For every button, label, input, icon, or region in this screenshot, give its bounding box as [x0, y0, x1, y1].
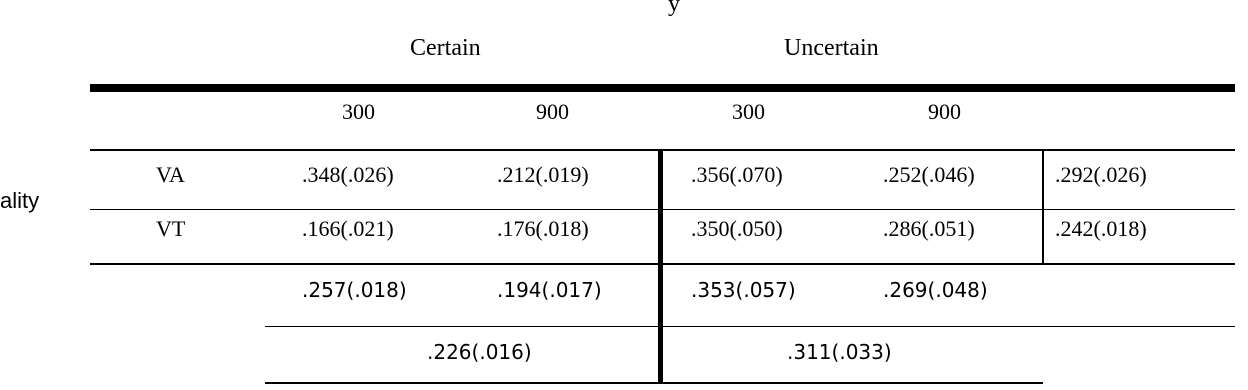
- marginal-rule: [265, 326, 1235, 327]
- col-marginal-uncertain-900: .269(.048): [883, 278, 988, 302]
- row-label-vt: VT: [156, 216, 186, 241]
- marginal-va: .292(.026): [1055, 162, 1147, 187]
- level-header-uncertain-300: 300: [732, 99, 765, 124]
- cell-vt-certain-900: .176(.018): [497, 216, 589, 241]
- cell-va-certain-900: .212(.019): [497, 162, 589, 187]
- col-marginal-certain-900: .194(.017): [497, 278, 602, 302]
- group-marginal-certain: .226(.016): [427, 340, 532, 364]
- partial-heading: y: [668, 0, 680, 17]
- bottom-rule: [265, 382, 1043, 384]
- row-label-va: VA: [156, 162, 185, 187]
- top-rule: [90, 84, 1235, 92]
- cell-vt-uncertain-300: .350(.050): [691, 216, 783, 241]
- group-header-uncertain: Uncertain: [784, 35, 879, 61]
- level-header-uncertain-900: 900: [928, 99, 961, 124]
- group-divider: [658, 150, 663, 384]
- level-header-certain-900: 900: [536, 99, 569, 124]
- cell-va-uncertain-900: .252(.046): [883, 162, 975, 187]
- cell-va-uncertain-300: .356(.070): [691, 162, 783, 187]
- marginal-vt: .242(.018): [1055, 216, 1147, 241]
- group-header-certain: Certain: [410, 35, 481, 61]
- row-factor-label: ality: [0, 188, 40, 213]
- marginal-divider: [1042, 150, 1044, 264]
- group-marginal-uncertain: .311(.033): [787, 340, 892, 364]
- level-header-certain-300: 300: [342, 99, 375, 124]
- cell-vt-uncertain-900: .286(.051): [883, 216, 975, 241]
- col-marginal-uncertain-300: .353(.057): [691, 278, 796, 302]
- cell-va-certain-300: .348(.026): [302, 162, 394, 187]
- cell-vt-certain-300: .166(.021): [302, 216, 394, 241]
- col-marginal-certain-300: .257(.018): [302, 278, 407, 302]
